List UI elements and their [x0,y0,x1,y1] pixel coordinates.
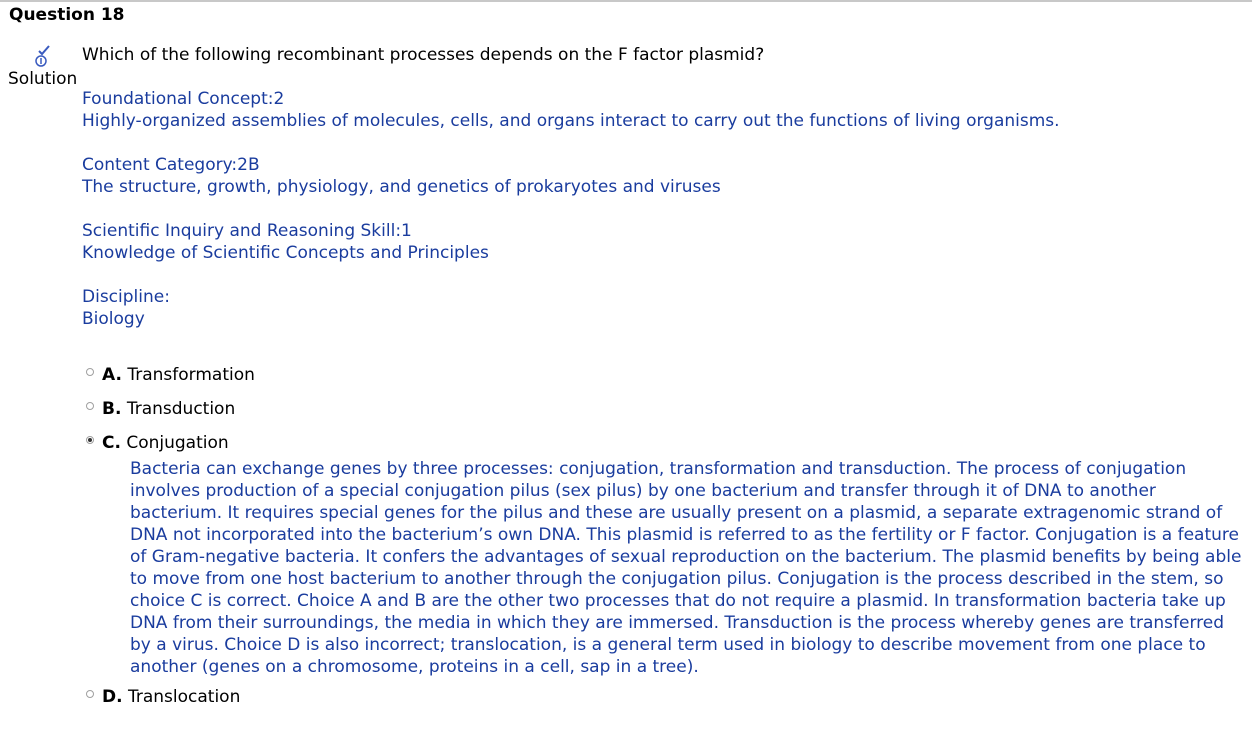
choice-d-radio[interactable] [86,690,94,698]
question-heading: Question 18 [9,5,125,25]
top-divider [0,0,1252,2]
choice-d-letter: D. [102,687,123,707]
content-category-label: Content Category:2B [82,155,260,175]
foundational-concept-label: Foundational Concept:2 [82,89,285,109]
discipline-label: Discipline: [82,287,170,307]
solution-details [82,88,1242,352]
choice-c-letter: C. [102,433,121,453]
choice-d-text: Translocation [127,687,241,707]
answer-choices [86,364,1250,720]
choice-a[interactable] [86,364,1250,386]
solution-label: Solution [8,69,78,89]
reasoning-skill [82,220,1242,264]
choice-c-radio[interactable] [86,436,94,444]
discipline [82,286,1242,330]
choice-b-radio[interactable] [86,402,94,410]
choice-c-text: Conjugation [126,433,229,453]
choice-a-letter: A. [102,365,122,385]
answered-check-icon [35,44,55,68]
content-category-text: The structure, growth, physiology, and genetics of prokaryotes and viruses [82,177,721,197]
foundational-concept-text: Highly-organized assemblies of molecules, cells, and organs interact to carry out the functions of living organisms. [82,111,1060,131]
question-text: Which of the following recombinant processes depends on the F factor plasmid? [82,45,765,65]
choice-d[interactable] [86,686,1250,708]
discipline-text: Biology [82,309,145,329]
choice-b[interactable] [86,398,1250,420]
reasoning-skill-label: Scientific Inquiry and Reasoning Skill:1 [82,221,412,241]
choice-b-letter: B. [102,399,122,419]
foundational-concept [82,88,1242,132]
choice-a-radio[interactable] [86,368,94,376]
content-category [82,154,1242,198]
choice-c-explanation: Bacteria can exchange genes by three processes: conjugation, transformation and transduction. The process of conjugation involves production of a special conjugation pilus (sex pilus) by one bacterium and transfer through it of DNA to another bacterium. It requires special genes for the pilus and these are usually present on a plasmid, a separate extragenomic strand of DNA not incorporated into the bacterium’s own DNA. This plasmid is referred to as the fertility or F factor. Conjugation is a feature of Gram-negative bacteria. It confers the advantages of sexual reproduction on the bacterium. The plasmid benefits by being able to move from one host bacterium to another through the conjugation pilus. Conjugation is the process described in the stem, so choice C is correct. Choice A and B are the other two processes that do not require a plasmid. In transformation bacteria take up DNA from their surroundings, the media in which they are immersed. Transduction is the process whereby genes are transferred by a virus. Choice D is also incorrect; translocation, is a general term used in biology to describe movement from one place to another (genes on a chromosome, proteins in a cell, sap in a tree). [130,459,1242,677]
choice-b-text: Transduction [126,399,236,419]
choice-c[interactable] [86,432,1250,678]
choice-a-text: Transformation [127,365,255,385]
reasoning-skill-text: Knowledge of Scientific Concepts and Principles [82,243,489,263]
